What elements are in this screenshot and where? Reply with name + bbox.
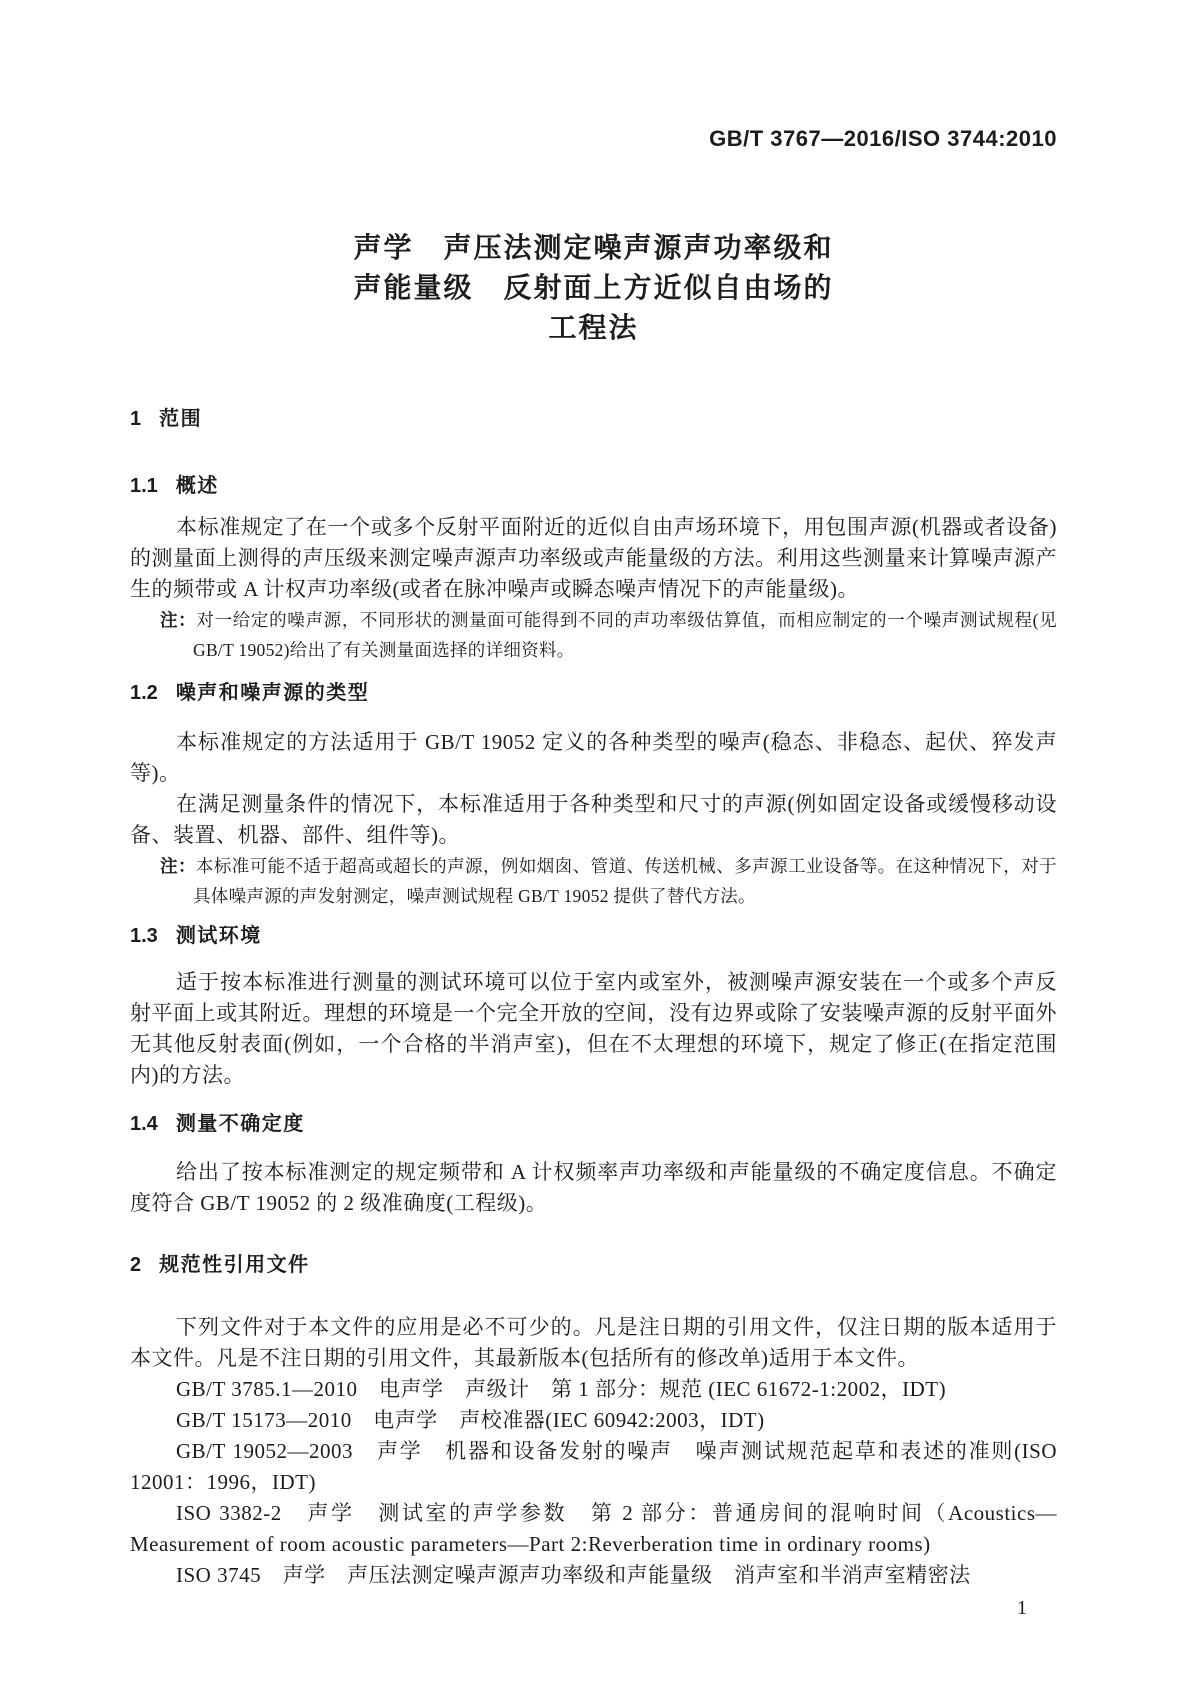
section-number: 1.3: [130, 925, 158, 947]
paragraph-2-intro: 下列文件对于本文件的应用是必不可少的。凡是注日期的引用文件，仅注日期的版本适用于本文件。凡是不注日期的引用文件，其最新版本(包括所有的修改单)适用于本文件。: [130, 1315, 1057, 1370]
paragraph-1-4: 给出了按本标准测定的规定频带和 A 计权频率声功率级和声能量级的不确定度信息。不确定度符合 GB/T 19052 的 2 级准确度(工程级)。: [130, 1160, 1057, 1215]
section-title: 噪声和噪声源的类型: [175, 682, 370, 704]
reference-item-2: GB/T 15173—2010 电声学 声校准器(IEC 60942:2003，IDT): [176, 1408, 765, 1432]
section-heading-1: [130, 406, 1057, 432]
note-1-2: [130, 851, 1057, 911]
paragraph-1-2b: 在满足测量条件的情况下，本标准适用于各种类型和尺寸的声源(例如固定设备或缓慢移动设备、装置、机器、部件、组件等)。: [130, 792, 1057, 847]
section-heading-1-3: [130, 923, 1057, 949]
reference-item-4: ISO 3382-2 声学 测试室的声学参数 第 2 部分：普通房间的混响时间（Acoustics—Measurement of room acoustic parameters—Part 2:Reverberation time in ordinary rooms): [130, 1501, 1057, 1556]
reference-item-1: GB/T 3785.1—2010 电声学 声级计 第 1 部分：规范 (IEC 61672-1:2002，IDT): [176, 1377, 947, 1401]
section-heading-1-2: [130, 680, 1057, 706]
section-title: 规范性引用文件: [159, 1254, 310, 1276]
title-line-3: 工程法: [548, 312, 639, 343]
title-line-1: 声学 声压法测定噪声源声功率级和: [353, 232, 834, 263]
note-text: 本标准可能不适于超高或超长的声源，例如烟囱、管道、传送机械、多声源工业设备等。在这种情况下，对于具体噪声源的声发射测定，噪声测试规程 GB/T 19052 提供了替代方法。: [193, 856, 1057, 906]
section-number: 1: [130, 408, 142, 430]
paragraph-1-2a: 本标准规定的方法适用于 GB/T 19052 定义的各种类型的噪声(稳态、非稳态、起伏、猝发声等)。: [130, 730, 1057, 785]
reference-item-3: GB/T 19052—2003 声学 机器和设备发射的噪声 噪声测试规范起草和表述的准则(ISO 12001：1996，IDT): [130, 1439, 1057, 1494]
title-line-2: 声能量级 反射面上方近似自由场的: [353, 272, 834, 303]
note-label: 注：: [160, 610, 197, 630]
section-title: 范围: [159, 408, 203, 430]
section-number: 2: [130, 1254, 142, 1276]
section-heading-2: [130, 1252, 1057, 1278]
section-title: 测量不确定度: [175, 1113, 305, 1135]
section-title: 测试环境: [175, 925, 262, 947]
paragraph-1-3: 适于按本标准进行测量的测试环境可以位于室内或室外，被测噪声源安装在一个或多个声反射平面上或其附近。理想的环境是一个完全开放的空间，没有边界或除了安装噪声源的反射平面外无其他反射表面(例如，一个合格的半消声室)，但在不太理想的环境下，规定了修正(在指定范围内)的方法。: [130, 970, 1057, 1087]
note-1-1: [130, 605, 1057, 665]
note-label: 注：: [160, 856, 196, 876]
note-text: 对一给定的噪声源，不同形状的测量面可能得到不同的声功率级估算值，而相应制定的一个噪声测试规程(见GB/T 19052)给出了有关测量面选择的详细资料。: [193, 610, 1057, 660]
section-heading-1-4: [130, 1111, 1057, 1137]
reference-item-5: ISO 3745 声学 声压法测定噪声源声功率级和声能量级 消声室和半消声室精密法: [176, 1563, 971, 1587]
section-title: 概述: [175, 475, 219, 497]
standard-code: GB/T 3767—2016/ISO 3744:2010: [709, 126, 1057, 151]
page-number: 1: [1017, 1597, 1027, 1619]
section-number: 1.4: [130, 1113, 158, 1135]
section-number: 1.2: [130, 682, 158, 704]
section-number: 1.1: [130, 475, 158, 497]
section-heading-1-1: [130, 473, 1057, 499]
paragraph-1-1: 本标准规定了在一个或多个反射平面附近的近似自由声场环境下，用包围声源(机器或者设备)的测量面上测得的声压级来测定噪声源声功率级或声能量级的方法。利用这些测量来计算噪声源产生的频带或 A 计权声功率级(或者在脉冲噪声或瞬态噪声情况下的声能量级)。: [130, 515, 1057, 601]
document-title: [130, 228, 1057, 348]
